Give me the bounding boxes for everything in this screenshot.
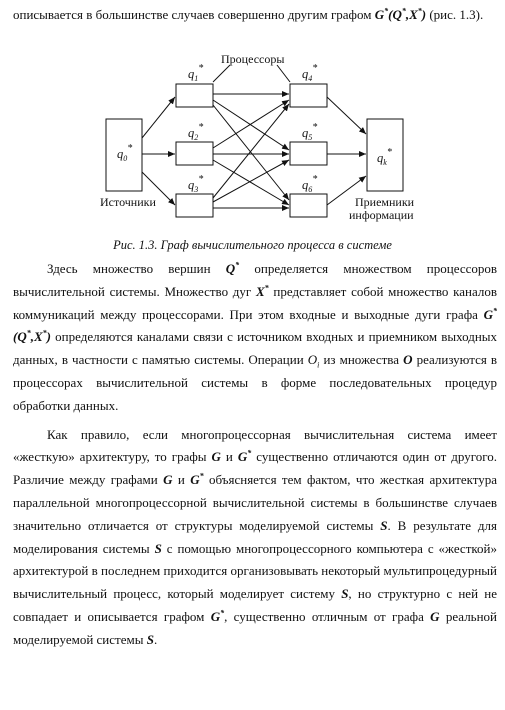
label-qk: $q_k^*$ bbox=[377, 147, 392, 167]
label-receivers-line2: информации bbox=[349, 208, 414, 222]
processor-node-5 bbox=[290, 142, 327, 165]
processor-node-1 bbox=[176, 84, 213, 107]
label-q0: $q_0^*$ bbox=[117, 143, 133, 163]
intro-line: описывается в большинстве случаев совершенно другим графом bbox=[13, 7, 372, 22]
label-receivers-line1: Приемники bbox=[355, 195, 415, 209]
receiver-node bbox=[367, 119, 403, 191]
label-q2: $q_2^*$ bbox=[188, 122, 204, 142]
label-q3: $q_3^*$ bbox=[188, 174, 204, 194]
paragraph-1: Здесь множество вершин Q* определяется множеством процессоров вычислительной системы. Множество дуг X* представляет собой множество каналов коммуникаций между процессорами. При этом входные и выходные дуги графа G*(Q*,X*) определяются каналами связи с источником входных и приемником выходных данных, в частности с памятью системы. Операции $O_i$ из множества O реализуются в процессорах вычислительной системы в форме последовательных процедур обработки данных. bbox=[13, 260, 498, 413]
graph-g-star: G*(Q*,X*) bbox=[374, 6, 427, 22]
processor-node-3 bbox=[176, 194, 213, 217]
label-q1: $q_1^*$ bbox=[188, 63, 204, 83]
label-q4: $q_4^*$ bbox=[302, 63, 318, 83]
paragraph-2: Как правило, если многопроцессорная вычислительная система имеет «жесткую» архитектуру, то графы G и G* существенно отличаются один от другого. Различие между графами G и G* объясняется тем фактом, что жесткая архитектура параллельной многопроцессорной вычислительной системы в большинстве случаев значительно отличается от структуры моделируемой системы S. В результате для моделирования системы S с помощью многопроцессорного компьютера с «жесткой» архитектурой в последнем приходится организовывать некоторый мультипроцедурный вычислительный процесс, который моделирует систему S, но структурно с ней не совпадает и описывается графом G*, существенно отличным от графа G реальной моделируемой системы S. bbox=[13, 426, 498, 647]
process-graph-diagram bbox=[0, 0, 505, 240]
processor-node-2 bbox=[176, 142, 213, 165]
body-text bbox=[13, 258, 497, 652]
label-q6: $q_6^*$ bbox=[302, 174, 318, 194]
label-processors: Процессоры bbox=[221, 52, 285, 66]
figure-caption: Рис. 1.3. Граф вычислительного процесса в системе bbox=[113, 238, 392, 252]
label-sources: Источники bbox=[100, 195, 156, 209]
figure-reference: (рис. 1.3). bbox=[429, 7, 484, 22]
label-q5: $q_5^*$ bbox=[302, 122, 318, 142]
processor-node-6 bbox=[290, 194, 327, 217]
processor-node-4 bbox=[290, 84, 327, 107]
